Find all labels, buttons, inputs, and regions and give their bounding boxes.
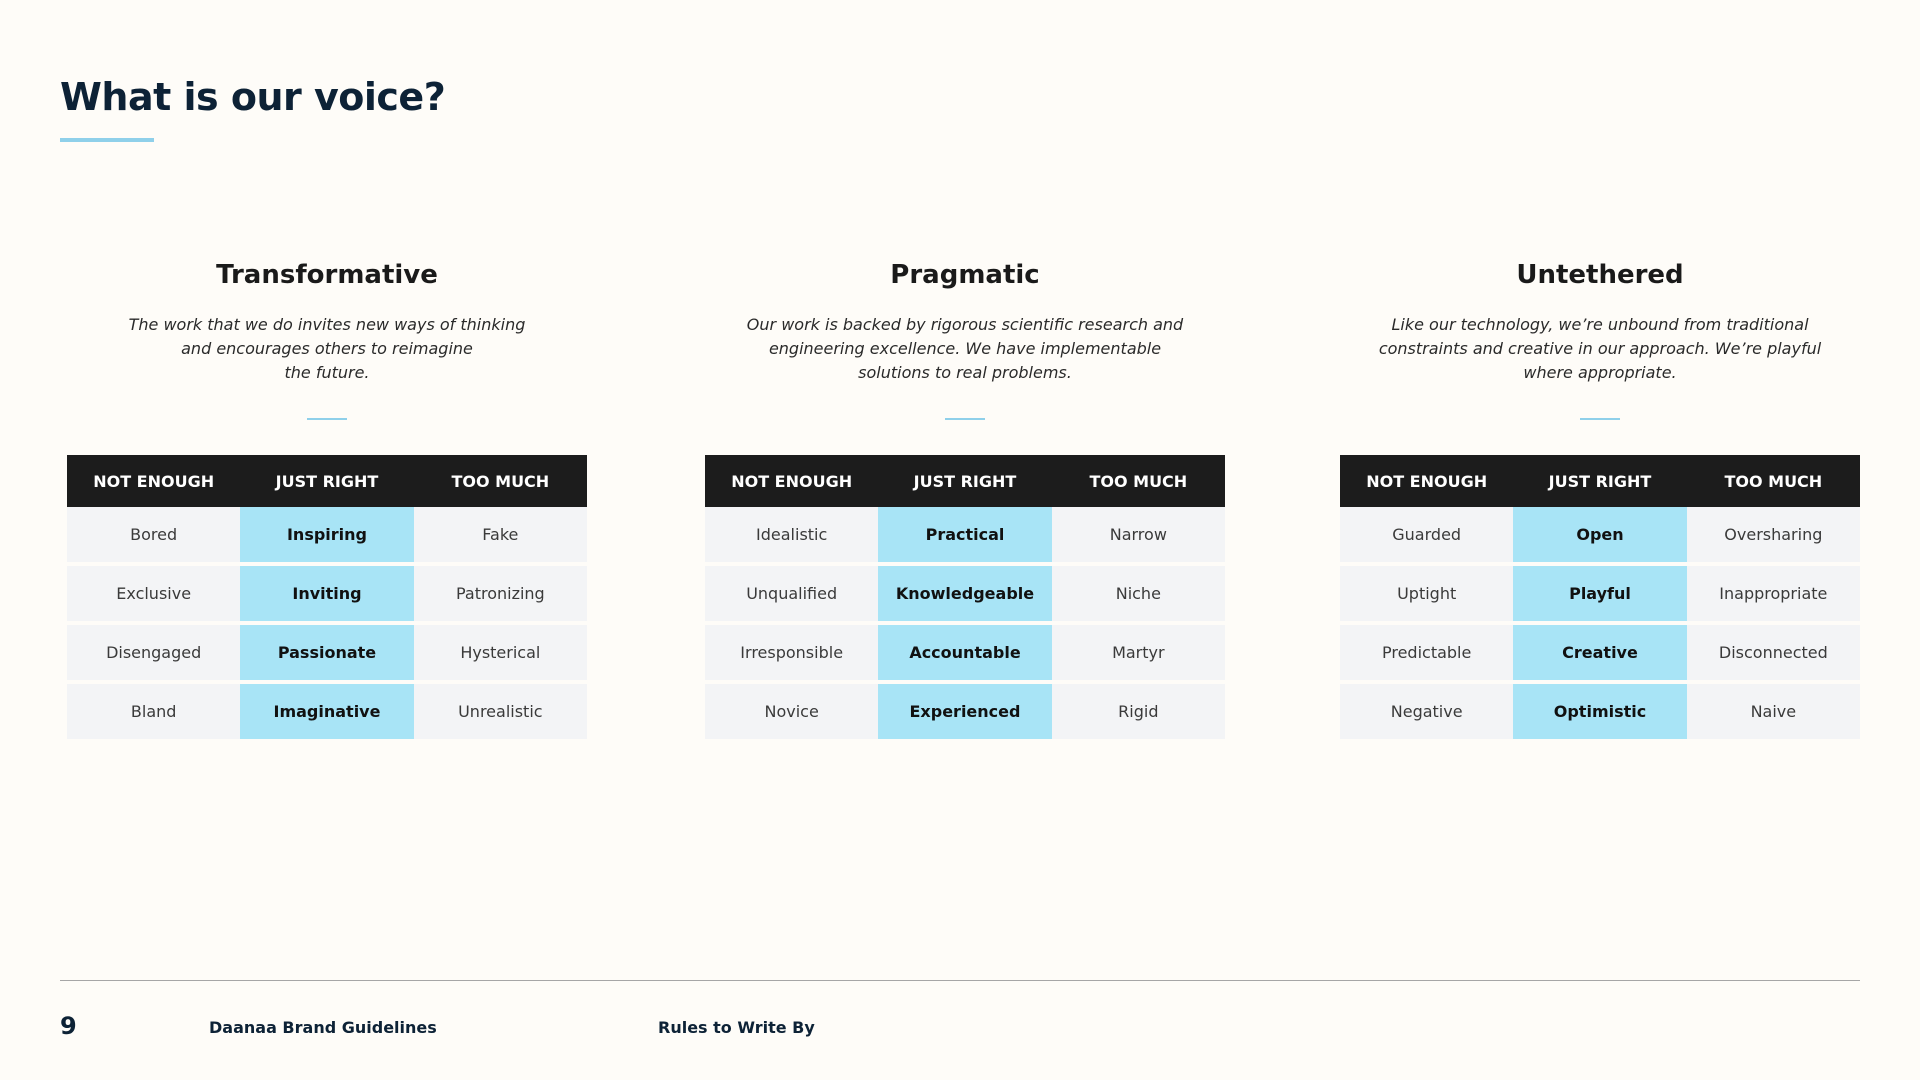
table-row: [67, 625, 587, 684]
cell-just-right: Playful: [1513, 566, 1686, 625]
title-underline: [60, 138, 154, 142]
cell-not-enough: Unqualified: [705, 566, 878, 625]
column-divider: [1580, 418, 1620, 420]
description-line: Our work is backed by rigorous scientific research and: [746, 315, 1184, 334]
cell-too-much: Unrealistic: [414, 684, 587, 739]
cell-just-right: Passionate: [240, 625, 413, 684]
column-description: [67, 313, 587, 385]
cell-just-right: Open: [1513, 507, 1686, 566]
table-row: [1340, 625, 1860, 684]
description-line: Like our technology, we’re unbound from traditional: [1391, 315, 1809, 334]
table-header-row: [67, 455, 587, 507]
header-not-enough: NOT ENOUGH: [1340, 455, 1513, 507]
voice-table: [67, 455, 587, 739]
cell-not-enough: Negative: [1340, 684, 1513, 739]
table-row: [705, 566, 1225, 625]
description-line: The work that we do invites new ways of thinking: [128, 315, 526, 334]
column-heading: Untethered: [1516, 260, 1684, 290]
column-divider: [307, 418, 347, 420]
page-title: What is our voice?: [60, 75, 446, 119]
cell-just-right: Accountable: [878, 625, 1051, 684]
cell-not-enough: Uptight: [1340, 566, 1513, 625]
cell-too-much: Fake: [414, 507, 587, 566]
cell-not-enough: Bored: [67, 507, 240, 566]
footer-divider: [60, 980, 1860, 981]
header-too-much: TOO MUCH: [1052, 455, 1225, 507]
cell-just-right: Inspiring: [240, 507, 413, 566]
voice-table: [705, 455, 1225, 739]
cell-just-right: Optimistic: [1513, 684, 1686, 739]
cell-too-much: Disconnected: [1687, 625, 1860, 684]
description-line: and encourages others to reimagine: [181, 339, 473, 358]
description-line: the future.: [284, 363, 370, 382]
cell-not-enough: Irresponsible: [705, 625, 878, 684]
table-row: [1340, 566, 1860, 625]
cell-just-right: Creative: [1513, 625, 1686, 684]
header-not-enough: NOT ENOUGH: [705, 455, 878, 507]
cell-not-enough: Disengaged: [67, 625, 240, 684]
cell-too-much: Inappropriate: [1687, 566, 1860, 625]
cell-just-right: Practical: [878, 507, 1051, 566]
column-description: [1340, 313, 1860, 385]
cell-not-enough: Novice: [705, 684, 878, 739]
cell-just-right: Experienced: [878, 684, 1051, 739]
cell-just-right: Inviting: [240, 566, 413, 625]
cell-too-much: Oversharing: [1687, 507, 1860, 566]
cell-not-enough: Exclusive: [67, 566, 240, 625]
cell-just-right: Knowledgeable: [878, 566, 1051, 625]
cell-too-much: Narrow: [1052, 507, 1225, 566]
header-too-much: TOO MUCH: [414, 455, 587, 507]
cell-too-much: Patronizing: [414, 566, 587, 625]
description-line: constraints and creative in our approach. We’re playful: [1378, 339, 1822, 358]
table-row: [705, 507, 1225, 566]
cell-too-much: Naive: [1687, 684, 1860, 739]
table-row: [67, 684, 587, 739]
table-row: [67, 566, 587, 625]
description-line: engineering excellence. We have implementable: [768, 339, 1162, 358]
footer-brand: Daanaa Brand Guidelines: [209, 1018, 437, 1037]
table-row: [705, 625, 1225, 684]
page-number: 9: [60, 1012, 77, 1040]
table-row: [705, 684, 1225, 739]
voice-column-untethered: [1340, 255, 1860, 721]
cell-not-enough: Guarded: [1340, 507, 1513, 566]
header-too-much: TOO MUCH: [1687, 455, 1860, 507]
cell-not-enough: Idealistic: [705, 507, 878, 566]
cell-not-enough: Predictable: [1340, 625, 1513, 684]
header-just-right: JUST RIGHT: [878, 455, 1051, 507]
header-just-right: JUST RIGHT: [1513, 455, 1686, 507]
column-description: [705, 313, 1225, 385]
table-row: [1340, 684, 1860, 739]
footer-section-title: Rules to Write By: [658, 1018, 815, 1037]
table-header-row: [705, 455, 1225, 507]
table-row: [1340, 507, 1860, 566]
column-heading: Pragmatic: [890, 260, 1040, 290]
table-row: [67, 507, 587, 566]
column-heading: Transformative: [216, 260, 438, 290]
cell-too-much: Niche: [1052, 566, 1225, 625]
table-header-row: [1340, 455, 1860, 507]
cell-just-right: Imaginative: [240, 684, 413, 739]
cell-too-much: Rigid: [1052, 684, 1225, 739]
column-divider: [945, 418, 985, 420]
voice-column-pragmatic: [705, 255, 1225, 721]
header-just-right: JUST RIGHT: [240, 455, 413, 507]
header-not-enough: NOT ENOUGH: [67, 455, 240, 507]
description-line: where appropriate.: [1523, 363, 1677, 382]
cell-too-much: Martyr: [1052, 625, 1225, 684]
cell-too-much: Hysterical: [414, 625, 587, 684]
voice-column-transformative: [67, 255, 587, 721]
voice-table: [1340, 455, 1860, 739]
description-line: solutions to real problems.: [858, 363, 1072, 382]
cell-not-enough: Bland: [67, 684, 240, 739]
